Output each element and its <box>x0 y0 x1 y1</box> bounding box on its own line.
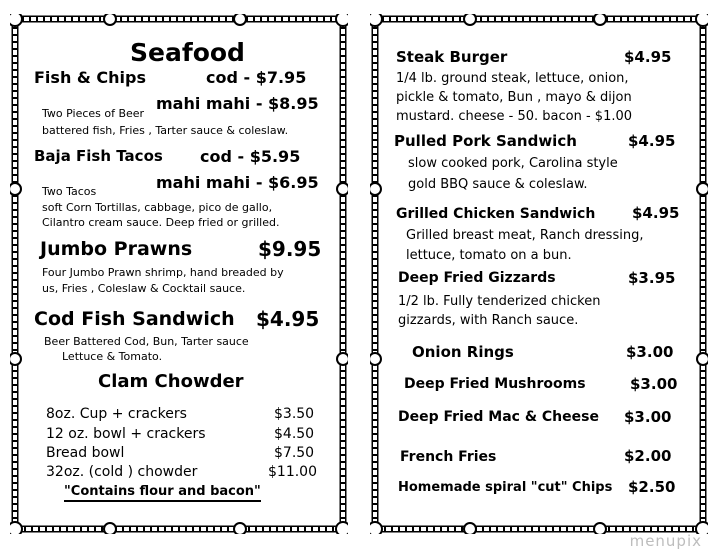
baja-tacos-cod-price: cod - $5.95 <box>200 147 301 166</box>
cod-sandwich-desc: Lettuce & Tomato. <box>62 350 163 363</box>
pulled-pork-desc: gold BBQ sauce & coleslaw. <box>408 177 588 192</box>
steak-burger-price: $4.95 <box>624 48 672 66</box>
french-fries-name: French Fries <box>400 449 497 465</box>
gizzards-name: Deep Fried Gizzards <box>398 270 556 286</box>
mac-cheese-name: Deep Fried Mac & Cheese <box>398 409 599 425</box>
fish-chips-desc: battered fish, Fries , Tarter sauce & coleslaw. <box>42 124 289 137</box>
fish-chips-mahi-price: mahi mahi - $8.95 <box>156 94 319 113</box>
jumbo-prawns-desc: us, Fries , Coleslaw & Cocktail sauce. <box>42 282 246 295</box>
baja-tacos-desc: Cilantro cream sauce. Deep fried or grilled. <box>42 216 280 229</box>
baja-tacos-mahi-price: mahi mahi - $6.95 <box>156 173 319 192</box>
steak-burger-desc: mustard. cheese - 50. bacon - $1.00 <box>396 109 633 124</box>
grilled-chicken-name: Grilled Chicken Sandwich <box>396 206 596 222</box>
baja-tacos-desc: Two Tacos <box>42 185 97 198</box>
gizzards-price: $3.95 <box>628 269 676 287</box>
chowder-row-price: $3.50 <box>274 406 315 422</box>
gizzards-desc: gizzards, with Ranch sauce. <box>398 313 579 328</box>
chowder-row-label: 8oz. Cup + crackers <box>46 406 187 422</box>
mushrooms-name: Deep Fried Mushrooms <box>404 376 586 392</box>
gizzards-desc: 1/2 lb. Fully tenderized chicken <box>398 294 601 309</box>
clam-chowder-heading: Clam Chowder <box>98 371 244 392</box>
fish-chips-name: Fish & Chips <box>34 68 147 87</box>
pulled-pork-name: Pulled Pork Sandwich <box>394 132 577 150</box>
chowder-row-label: 12 oz. bowl + crackers <box>46 426 206 442</box>
grilled-chicken-price: $4.95 <box>632 204 680 222</box>
chowder-row-label: 32oz. (cold ) chowder <box>46 464 198 480</box>
pulled-pork-price: $4.95 <box>628 132 676 150</box>
steak-burger-name: Steak Burger <box>396 48 508 66</box>
jumbo-prawns-price: $9.95 <box>258 237 322 261</box>
spiral-chips-name: Homemade spiral "cut" Chips <box>398 480 613 495</box>
steak-burger-desc: pickle & tomato, Bun , mayo & dijon <box>396 90 632 105</box>
steak-burger-desc: 1/4 lb. ground steak, lettuce, onion, <box>396 71 629 86</box>
baja-tacos-name: Baja Fish Tacos <box>34 147 163 165</box>
cod-sandwich-desc: Beer Battered Cod, Bun, Tarter sauce <box>44 335 249 348</box>
grilled-chicken-desc: Grilled breast meat, Ranch dressing, <box>406 228 644 243</box>
grilled-chicken-desc: lettuce, tomato on a bun. <box>406 248 572 263</box>
mac-cheese-price: $3.00 <box>624 408 672 426</box>
chowder-row-price: $11.00 <box>268 464 317 480</box>
fish-chips-cod-price: cod - $7.95 <box>206 68 307 87</box>
pulled-pork-desc: slow cooked pork, Carolina style <box>408 156 618 171</box>
mushrooms-price: $3.00 <box>630 375 678 393</box>
jumbo-prawns-name: Jumbo Prawns <box>40 238 193 260</box>
onion-rings-price: $3.00 <box>626 343 674 361</box>
french-fries-price: $2.00 <box>624 447 672 465</box>
baja-tacos-desc: soft Corn Tortillas, cabbage, pico de gallo, <box>42 201 273 214</box>
chowder-row-label: Bread bowl <box>46 445 125 461</box>
fish-chips-desc: Two Pieces of Beer <box>42 107 145 120</box>
seafood-heading: Seafood <box>130 38 245 67</box>
jumbo-prawns-desc: Four Jumbo Prawn shrimp, hand breaded by <box>42 266 284 279</box>
spiral-chips-price: $2.50 <box>628 478 676 496</box>
chowder-row-price: $4.50 <box>274 426 315 442</box>
menupix-watermark: menupix <box>629 532 702 550</box>
chowder-row-price: $7.50 <box>274 445 315 461</box>
left-menu-panel <box>10 14 348 534</box>
right-menu-panel <box>370 14 708 534</box>
chowder-allergen-note: "Contains flour and bacon" <box>64 485 261 502</box>
cod-sandwich-name: Cod Fish Sandwich <box>34 308 235 330</box>
cod-sandwich-price: $4.95 <box>256 307 320 331</box>
onion-rings-name: Onion Rings <box>412 343 514 361</box>
